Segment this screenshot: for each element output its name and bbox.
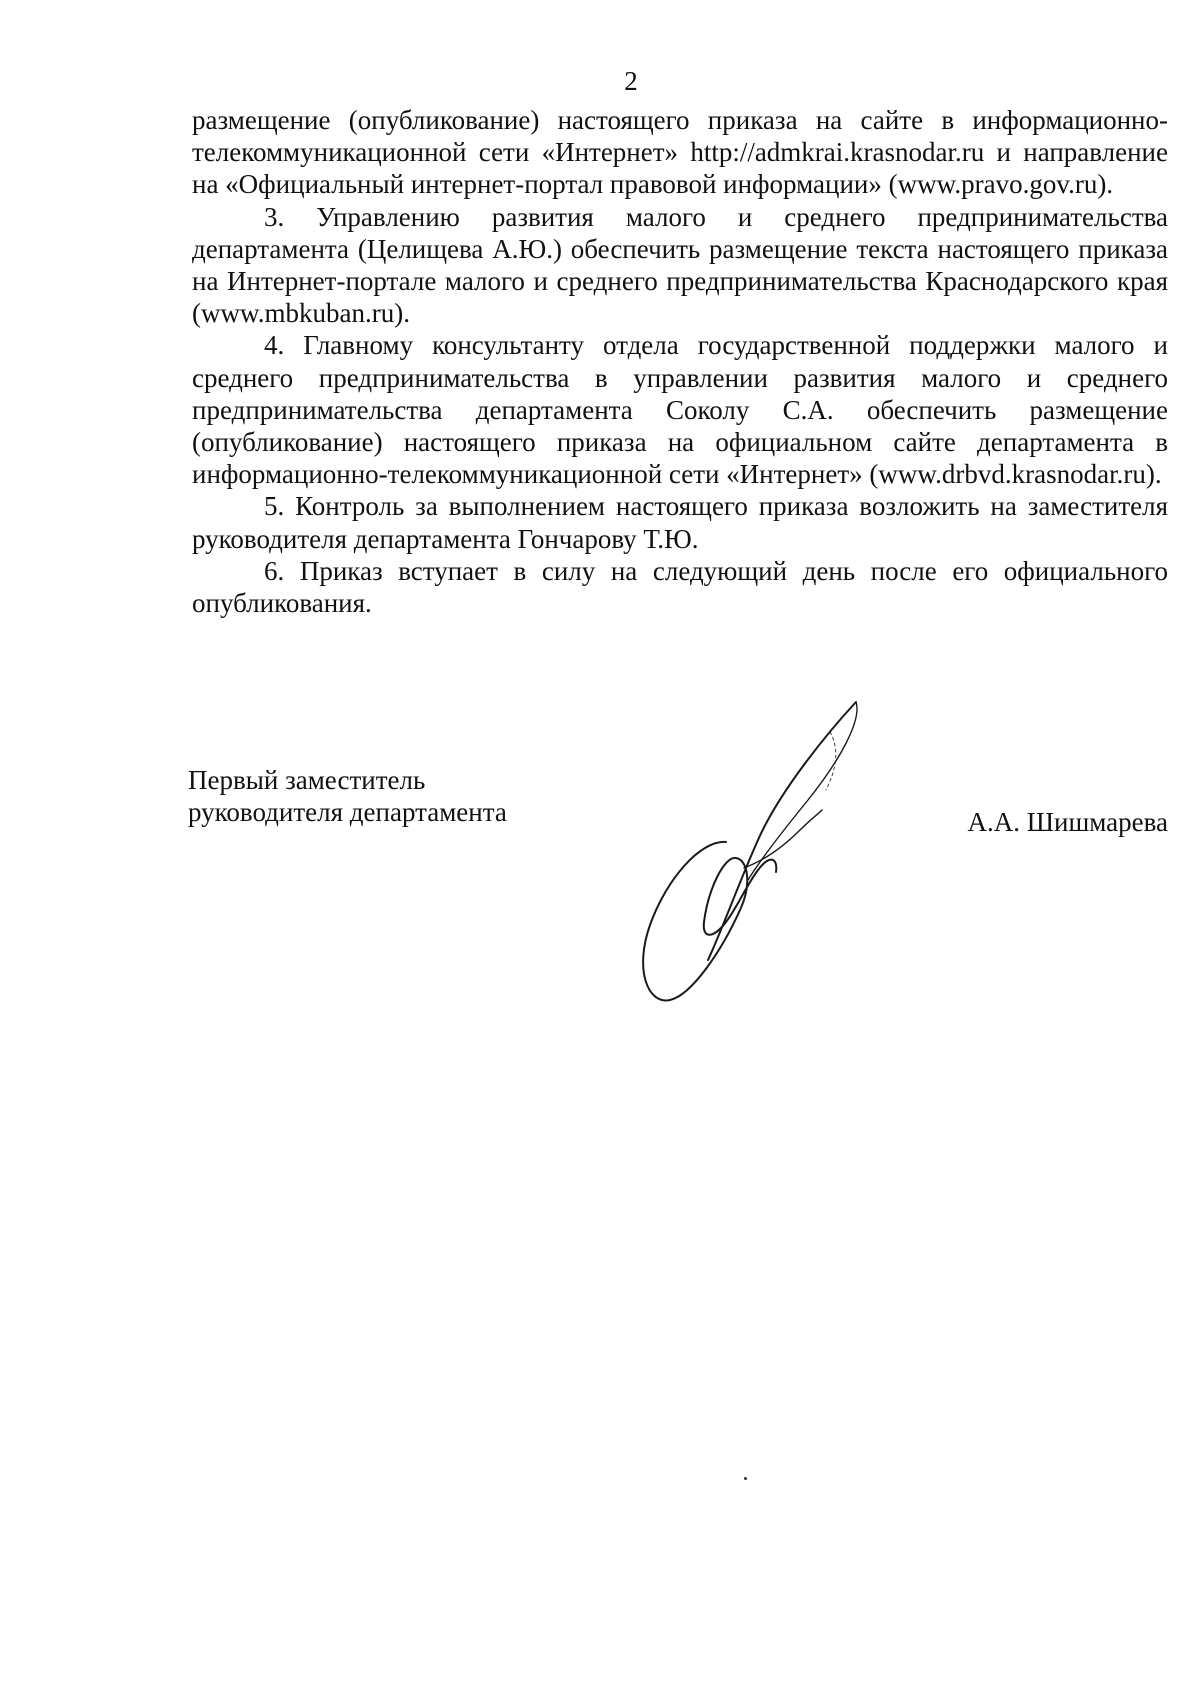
signatory-name: А.А. Шишмарева [967,807,1168,837]
page-number: 2 [624,66,638,96]
signatory-position [188,764,507,828]
paragraph-continuation: размещение (опубликование) настоящего приказа на сайте в информационно-телекоммуникационной сети «Интернет» http://admkrai.krasnodar.ru и направление на «Официальный интернет-портал правовой информации» (www.pravo.gov.ru). [192,105,1168,200]
paragraph-item-4: 4. Главному консультанту отдела государственной поддержки малого и среднего предпринимательства в управлении развития малого и среднего предпринимательства департамента Соколу С.А. обеспечить размещение (опубликование) настоящего приказа на официальном сайте департамента в информационно-телекоммуникационной сети «Интернет» (www.drbvd.krasnodar.ru). [192,330,1168,490]
scan-speck [744,1477,747,1480]
paragraph-item-3: 3. Управлению развития малого и среднего предпринимательства департамента (Целищева А.Ю.) обеспечить размещение текста настоящего приказа на Интернет-портале малого и среднего предпринимательства Краснодарского края (www.mbkuban.ru). [192,201,1168,329]
signatory-position-line2: руководителя департамента [188,797,507,827]
paragraph-item-6: 6. Приказ вступает в силу на следующий день после его официального опубликования. [192,555,1168,619]
paragraph-item-5: 5. Контроль за выполнением настоящего приказа возложить на заместителя руководителя департамента Гончарову Т.Ю. [192,491,1168,554]
handwritten-signature [630,690,930,1020]
signatory-position-line1: Первый заместитель [188,765,426,795]
document-body [192,104,1168,619]
